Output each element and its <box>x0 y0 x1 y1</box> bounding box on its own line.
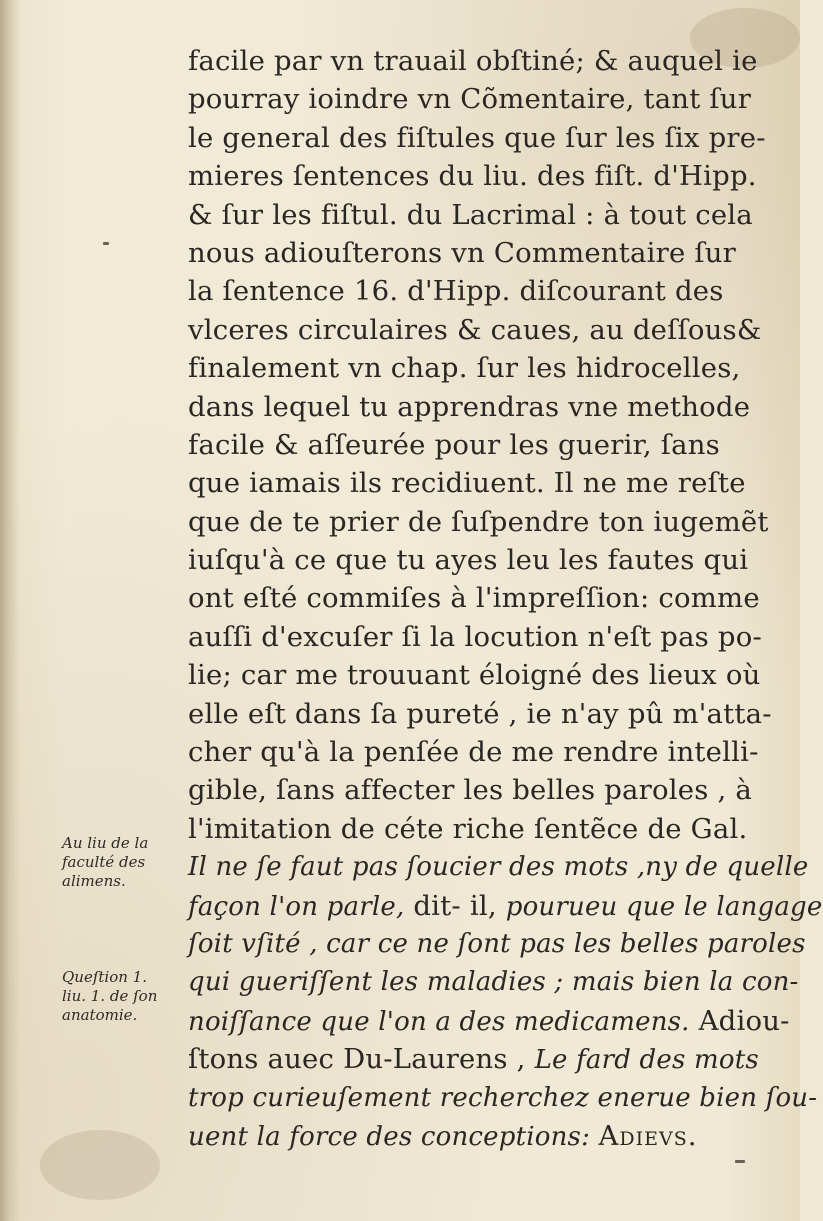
quote-line <box>188 1040 776 1078</box>
text-line: mieres ſentences du liu. des fiſt. d'Hipp. <box>188 160 757 193</box>
text-line: nous adiouſterons vn Commentaire ſur <box>188 236 737 269</box>
margin-note-line: Queſtion 1. <box>62 968 147 986</box>
text-line: ont eſté commiſes à l'impreſſion: comme <box>188 582 760 615</box>
text-line: vlceres circulaires & caues, au deſſous& <box>188 313 762 346</box>
quote-text: trop curieuſement recherchez enerue bien ſou- <box>188 1082 818 1113</box>
quote-line <box>188 963 799 1001</box>
text-line: gible, ſans affecter les belles paroles , à <box>188 774 752 807</box>
margin-note <box>62 968 182 1025</box>
text-line: facile par vn trauail obſtiné; & auquel ie <box>188 45 758 77</box>
roman-text: ſtons auec Du-Laurens , <box>188 1043 535 1076</box>
quote-line <box>188 1079 818 1117</box>
quote-text: façon l'on parle, <box>188 891 405 922</box>
quote-text: pourueu que le langage <box>505 891 823 922</box>
roman-text: Adiou- <box>689 1004 790 1037</box>
text-line: finalement vn chap. ſur les hidrocelles, <box>188 352 741 385</box>
quote-text: Il ne ſe faut pas ſoucier des mots ,ny de quelle <box>188 852 809 883</box>
margin-note-line: liu. 1. de ſon <box>62 987 158 1005</box>
text-line: facile & aſſeurée pour les guerir, ſans <box>188 428 720 461</box>
margin-note-line: faculté des <box>62 853 146 871</box>
quote-text: qui gueriſſent les maladies ; mais bien la con- <box>188 967 799 998</box>
quote-line <box>188 848 809 886</box>
closing-word: Adievs. <box>598 1119 698 1152</box>
ink-speck <box>735 1160 745 1163</box>
quote-line <box>188 1002 790 1040</box>
roman-text: dit- il, <box>404 889 506 922</box>
text-line: que de te prier de ſuſpendre ton iugemẽt <box>188 505 769 538</box>
quote-line <box>188 887 823 925</box>
quote-text: uent la force des conceptions: <box>188 1121 591 1152</box>
quote-text: noiſſance que l'on a des medicamens. <box>188 1006 690 1037</box>
margin-note <box>62 834 182 891</box>
text-line: le general des fiſtules que ſur les ſix pre- <box>188 121 766 154</box>
text-line: & ſur les fiſtul. du Lacrimal : à tout cela <box>188 198 753 231</box>
text-line: auſſi d'excuſer ſi la locution n'eſt pas po- <box>188 620 762 653</box>
ink-speck <box>103 242 109 245</box>
margin-note-line: Au liu de la <box>62 834 149 852</box>
text-line: dans lequel tu apprendras vne methode <box>188 390 751 423</box>
text-line: pourray ioindre vn Cõmentaire, tant ſur <box>188 83 752 116</box>
page-gutter-edge <box>0 0 20 1221</box>
margin-note-line: alimens. <box>62 872 126 890</box>
quote-text: ſoit vſité , car ce ne ſont pas les belles paroles <box>188 928 806 959</box>
text-line: que iamais ils recidiuent. Il ne me reſte <box>188 467 746 500</box>
margin-note-line: anatomie. <box>62 1006 138 1024</box>
text-line: elle eſt dans ſa pureté , ie n'ay pû m'atta- <box>188 697 772 730</box>
quote-line <box>188 1117 776 1155</box>
main-text-block <box>188 42 823 1155</box>
text-line: l'imitation de céte riche ſentẽce de Gal. <box>188 812 748 845</box>
text-line: iuſqu'à ce que tu ayes leu les fautes qui <box>188 544 749 577</box>
text-line: la ſentence 16. d'Hipp. diſcourant des <box>188 275 724 308</box>
text-line: lie; car me trouuant éloigné des lieux où <box>188 659 761 692</box>
text-line: cher qu'à la penſée de me rendre intelli- <box>188 736 759 769</box>
paper-stain <box>40 1130 160 1200</box>
quote-line <box>188 925 806 963</box>
quote-text: Le fard des mots <box>534 1045 759 1076</box>
